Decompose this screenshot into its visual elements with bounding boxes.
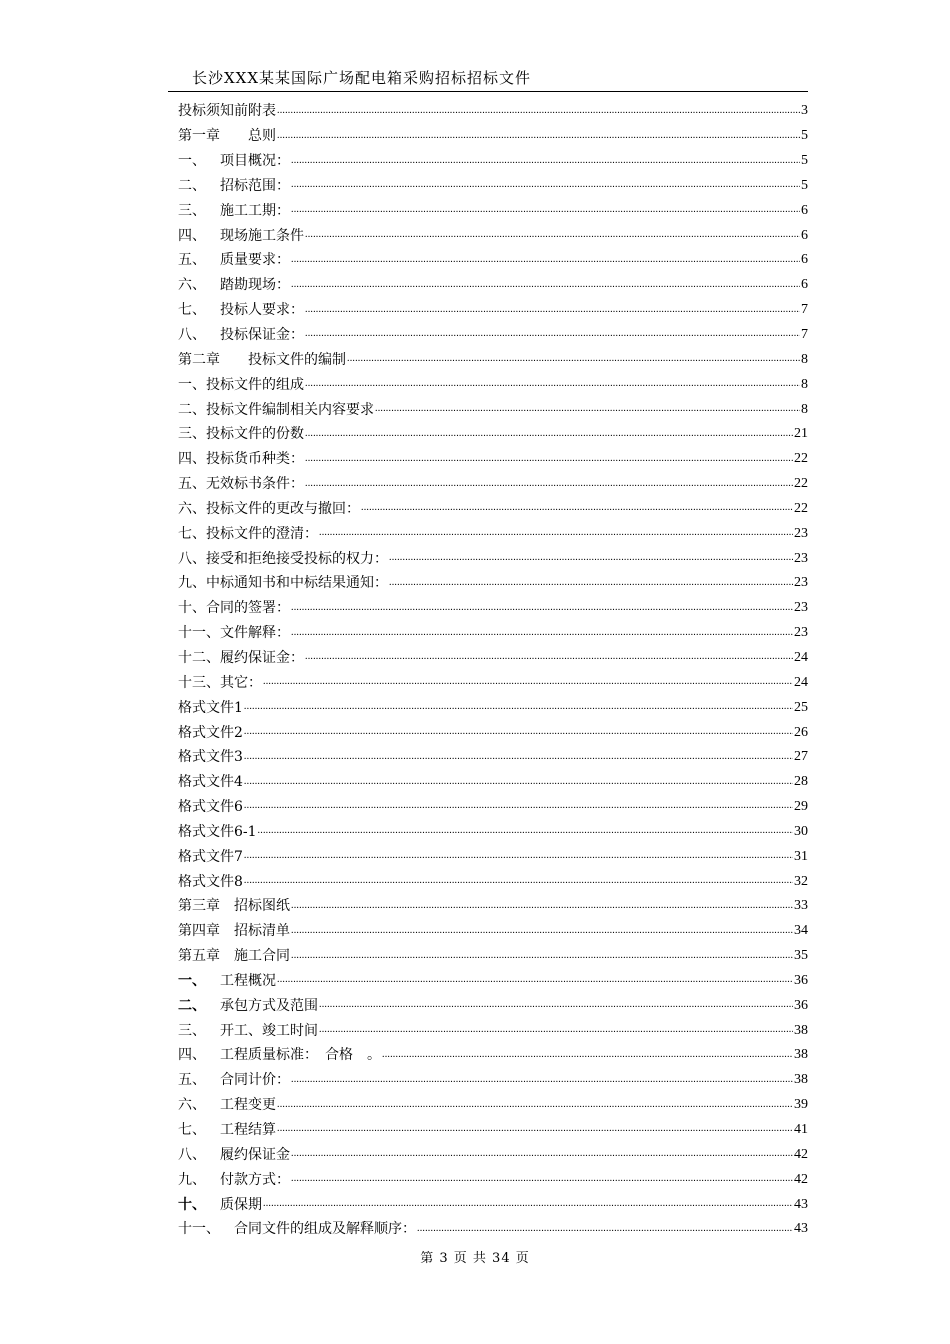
toc-entry-label <box>178 152 290 170</box>
toc-entry-label <box>178 1022 318 1040</box>
toc-entry[interactable] <box>178 944 808 969</box>
toc-entry-spacer <box>220 922 234 940</box>
toc-entry-label <box>178 1220 416 1238</box>
toc-entry[interactable] <box>178 1018 808 1043</box>
toc-entry-spacer <box>206 1146 220 1164</box>
toc-dot-leader <box>389 549 793 567</box>
toc-entry-title: 无效标书条件： <box>206 476 304 493</box>
toc-entry-page-number: 35 <box>794 948 808 964</box>
toc-entry[interactable] <box>178 646 808 671</box>
toc-entry-number: 十二、 <box>178 649 220 666</box>
toc-dot-leader <box>361 499 793 517</box>
toc-entry-spacer <box>220 351 248 369</box>
toc-entry[interactable] <box>178 298 808 323</box>
toc-entry-label <box>178 947 290 965</box>
toc-entry-title: 投标文件的组成 <box>206 376 304 393</box>
toc-dot-leader <box>244 797 793 815</box>
toc-entry[interactable] <box>178 99 808 124</box>
toc-entry-number: 六、 <box>178 1097 206 1114</box>
toc-entry-page-number: 30 <box>794 823 808 839</box>
toc-entry-spacer <box>206 1196 220 1214</box>
toc-dot-leader <box>291 176 800 194</box>
toc-entry-title: 格式文件6 <box>178 799 243 816</box>
toc-entry[interactable] <box>178 795 808 820</box>
toc-entry-title: 投标人要求： <box>220 302 304 319</box>
toc-entry-title: 质保期 <box>220 1196 262 1213</box>
toc-dot-leader <box>277 127 800 145</box>
toc-entry-page-number: 6 <box>801 277 808 293</box>
toc-entry-title: 招标清单 <box>234 923 290 940</box>
toc-entry[interactable] <box>178 124 808 149</box>
toc-entry[interactable] <box>178 521 808 546</box>
toc-entry-page-number: 22 <box>794 500 808 516</box>
toc-entry-label <box>178 351 346 369</box>
toc-dot-leader <box>277 102 800 120</box>
toc-entry[interactable] <box>178 1068 808 1093</box>
toc-dot-leader <box>291 624 793 642</box>
toc-entry-title: 接受和拒绝接受投标的权力： <box>206 550 388 567</box>
toc-entry-label <box>178 997 318 1015</box>
toc-entry-title: 招标范围： <box>220 177 290 194</box>
toc-entry-title: 工程质量标准： 合格 。 <box>220 1047 381 1064</box>
toc-entry-title: 投标文件的更改与撤回： <box>206 500 360 517</box>
toc-entry-page-number: 5 <box>801 177 808 193</box>
toc-entry[interactable] <box>178 969 808 994</box>
toc-entry-label <box>178 450 304 468</box>
toc-entry-number: 三、 <box>178 202 206 219</box>
toc-entry-spacer <box>206 1022 220 1040</box>
toc-entry[interactable] <box>178 993 808 1018</box>
toc-entry-title: 中标通知书和中标结果通知： <box>206 575 388 592</box>
toc-entry-title: 投标保证金： <box>220 327 304 344</box>
toc-entry-page-number: 25 <box>794 699 808 715</box>
toc-dot-leader <box>291 1071 793 1089</box>
toc-entry-title: 施工工期： <box>220 202 290 219</box>
toc-entry-title: 投标货币种类： <box>206 451 304 468</box>
toc-entry-page-number: 6 <box>801 227 808 243</box>
toc-entry-page-number: 22 <box>794 476 808 492</box>
toc-entry-label <box>178 897 290 915</box>
toc-entry-title: 踏勘现场： <box>220 277 290 294</box>
toc-entry[interactable] <box>178 248 808 273</box>
toc-entry-title: 招标图纸 <box>234 898 290 915</box>
toc-entry[interactable] <box>178 745 808 770</box>
toc-dot-leader <box>291 152 800 170</box>
toc-entry-title: 格式文件6-1 <box>178 823 257 840</box>
toc-dot-leader <box>291 1170 793 1188</box>
toc-entry[interactable] <box>178 1192 808 1217</box>
toc-entry-title: 投标文件的澄清： <box>206 525 318 542</box>
toc-entry-title: 合同文件的组成及解释顺序： <box>234 1221 416 1238</box>
toc-entry-label <box>178 251 290 269</box>
toc-entry[interactable] <box>178 223 808 248</box>
toc-dot-leader <box>319 1021 793 1039</box>
toc-entry-label <box>178 1071 290 1089</box>
toc-entry-title: 合同计价： <box>220 1072 290 1089</box>
toc-entry-number: 第四章 <box>178 923 220 940</box>
toc-entry-spacer <box>206 1046 220 1064</box>
toc-entry-label <box>178 798 243 816</box>
toc-entry[interactable] <box>178 447 808 472</box>
toc-entry-number: 十、 <box>178 1196 206 1213</box>
toc-entry-title: 工程概况 <box>220 972 276 989</box>
toc-entry-number: 七、 <box>178 302 206 319</box>
toc-entry-number: 二、 <box>178 401 206 418</box>
toc-entry-spacer <box>206 177 220 195</box>
toc-entry-label <box>178 823 257 841</box>
toc-entry-label <box>178 550 388 568</box>
toc-entry-title: 履约保证金 <box>220 1146 290 1163</box>
toc-entry-title: 质量要求： <box>220 252 290 269</box>
toc-entry-number: 五、 <box>178 252 206 269</box>
toc-entry-label <box>178 1046 381 1064</box>
toc-entry-title: 现场施工条件 <box>220 227 304 244</box>
toc-entry-title: 投标文件的份数 <box>206 426 304 443</box>
toc-entry-spacer <box>220 897 234 915</box>
toc-entry-page-number: 31 <box>794 848 808 864</box>
toc-entry-spacer <box>206 997 220 1015</box>
toc-entry-page-number: 23 <box>794 625 808 641</box>
toc-entry[interactable] <box>178 174 808 199</box>
toc-entry-page-number: 6 <box>801 202 808 218</box>
toc-entry-number: 第一章 <box>178 128 220 145</box>
toc-entry-label <box>178 1196 262 1214</box>
toc-dot-leader <box>305 475 793 493</box>
toc-entry-page-number: 8 <box>801 376 808 392</box>
toc-entry-label <box>178 326 304 344</box>
toc-entry[interactable] <box>178 372 808 397</box>
toc-entry-spacer <box>220 1220 234 1238</box>
toc-dot-leader <box>277 1120 793 1138</box>
toc-entry[interactable] <box>178 596 808 621</box>
toc-entry-page-number: 36 <box>794 997 808 1013</box>
toc-entry-page-number: 24 <box>794 649 808 665</box>
toc-entry-title: 工程结算 <box>220 1122 276 1139</box>
toc-entry-page-number: 5 <box>801 153 808 169</box>
toc-dot-leader <box>244 748 793 766</box>
toc-entry-page-number: 6 <box>801 252 808 268</box>
toc-entry[interactable] <box>178 770 808 795</box>
toc-entry-page-number: 43 <box>794 1221 808 1237</box>
toc-entry[interactable] <box>178 1118 808 1143</box>
toc-entry-spacer <box>206 276 220 294</box>
toc-entry-title: 承包方式及范围 <box>220 997 318 1014</box>
toc-dot-leader <box>291 276 800 294</box>
toc-entry-title: 开工、竣工时间 <box>220 1022 318 1039</box>
toc-entry-title: 格式文件7 <box>178 848 243 865</box>
toc-entry-page-number: 43 <box>794 1196 808 1212</box>
toc-dot-leader <box>382 1046 793 1064</box>
toc-dot-leader <box>417 1220 793 1238</box>
toc-entry-page-number: 5 <box>801 128 808 144</box>
toc-entry-number: 十一、 <box>178 1221 220 1238</box>
toc-entry-number: 十三、 <box>178 674 220 691</box>
toc-entry-label <box>178 102 276 120</box>
toc-entry-title: 文件解释： <box>220 625 290 642</box>
toc-entry-label <box>178 1121 276 1139</box>
toc-entry-number: 二、 <box>178 177 206 194</box>
toc-entry-spacer <box>206 1096 220 1114</box>
toc-entry[interactable] <box>178 273 808 298</box>
toc-entry-label <box>178 873 243 891</box>
toc-entry[interactable] <box>178 198 808 223</box>
toc-entry-page-number: 23 <box>794 525 808 541</box>
toc-entry-title: 格式文件2 <box>178 724 243 741</box>
toc-entry-spacer <box>206 251 220 269</box>
toc-entry[interactable] <box>178 819 808 844</box>
toc-entry[interactable] <box>178 919 808 944</box>
toc-dot-leader <box>389 574 793 592</box>
toc-dot-leader <box>305 226 800 244</box>
toc-entry-label <box>178 401 374 419</box>
toc-entry[interactable] <box>178 323 808 348</box>
toc-entry[interactable] <box>178 695 808 720</box>
toc-entry-number: 十一、 <box>178 625 220 642</box>
toc-dot-leader <box>258 822 793 840</box>
toc-dot-leader <box>305 425 793 443</box>
toc-entry-page-number: 7 <box>801 302 808 318</box>
toc-entry-label <box>178 475 304 493</box>
toc-entry-label <box>178 425 304 443</box>
toc-entry-label <box>178 1171 290 1189</box>
toc-entry-number: 第三章 <box>178 898 220 915</box>
toc-entry-page-number: 38 <box>794 1022 808 1038</box>
toc-dot-leader <box>291 201 800 219</box>
toc-entry-number: 七、 <box>178 525 206 542</box>
toc-dot-leader <box>305 325 800 343</box>
page-footer <box>0 1247 950 1266</box>
toc-entry-page-number: 3 <box>801 103 808 119</box>
toc-dot-leader <box>305 450 793 468</box>
toc-entry-number: 八、 <box>178 327 206 344</box>
toc-entry-number: 第五章 <box>178 948 220 965</box>
toc-entry-number: 二、 <box>178 997 206 1014</box>
toc-entry-number: 五、 <box>178 1072 206 1089</box>
toc-dot-leader <box>375 400 800 418</box>
toc-entry[interactable] <box>178 1043 808 1068</box>
toc-entry-title: 投标须知前附表 <box>178 103 276 120</box>
toc-entry-page-number: 42 <box>794 1146 808 1162</box>
toc-entry-title: 合同的签署： <box>206 600 290 617</box>
toc-entry-title: 付款方式： <box>220 1171 290 1188</box>
toc-entry-label <box>178 127 276 145</box>
toc-dot-leader <box>244 723 793 741</box>
toc-dot-leader <box>277 971 793 989</box>
toc-dot-leader <box>305 648 793 666</box>
toc-entry-label <box>178 276 290 294</box>
toc-entry-number: 十、 <box>178 600 206 617</box>
toc-entry-title: 总则 <box>248 128 276 145</box>
toc-entry-page-number: 41 <box>794 1122 808 1138</box>
toc-entry-page-number: 7 <box>801 327 808 343</box>
toc-entry-label <box>178 649 304 667</box>
toc-entry[interactable] <box>178 149 808 174</box>
toc-entry-page-number: 29 <box>794 799 808 815</box>
toc-dot-leader <box>291 599 793 617</box>
toc-entry[interactable] <box>178 422 808 447</box>
toc-entry-title: 工程变更 <box>220 1097 276 1114</box>
toc-entry[interactable] <box>178 670 808 695</box>
page-number-label: 第 3 页 共 34 页 <box>420 1251 530 1266</box>
toc-dot-leader <box>347 350 800 368</box>
toc-dot-leader <box>244 872 793 890</box>
toc-entry-title: 履约保证金： <box>220 649 304 666</box>
toc-entry-spacer <box>206 227 220 245</box>
toc-entry-page-number: 23 <box>794 550 808 566</box>
toc-entry-title: 投标文件编制相关内容要求 <box>206 401 374 418</box>
toc-entry-page-number: 39 <box>794 1097 808 1113</box>
page-header <box>168 68 808 88</box>
toc-entry-page-number: 34 <box>794 923 808 939</box>
toc-dot-leader <box>305 375 800 393</box>
toc-dot-leader <box>319 996 793 1014</box>
toc-entry-label <box>178 500 360 518</box>
toc-entry-number: 五、 <box>178 476 206 493</box>
toc-entry-label <box>178 599 290 617</box>
toc-dot-leader <box>263 673 793 691</box>
toc-entry-spacer <box>206 1171 220 1189</box>
toc-entry-spacer <box>206 301 220 319</box>
toc-entry-number: 四、 <box>178 227 206 244</box>
toc-entry-title: 项目概况： <box>220 153 290 170</box>
toc-entry-spacer <box>206 1121 220 1139</box>
toc-entry-label <box>178 674 262 692</box>
toc-entry-label <box>178 699 243 717</box>
toc-entry-number: 第二章 <box>178 351 220 368</box>
toc-entry-title: 投标文件的编制 <box>248 351 346 368</box>
toc-entry-label <box>178 177 290 195</box>
toc-entry-title: 施工合同 <box>234 948 290 965</box>
toc-entry-label <box>178 1096 276 1114</box>
toc-entry[interactable] <box>178 621 808 646</box>
toc-entry-page-number: 27 <box>794 749 808 765</box>
toc-entry-spacer <box>206 326 220 344</box>
toc-entry[interactable] <box>178 720 808 745</box>
toc-dot-leader <box>244 847 793 865</box>
toc-dot-leader <box>291 897 793 915</box>
toc-entry-label <box>178 301 304 319</box>
toc-entry-number: 一、 <box>178 376 206 393</box>
toc-entry-number: 一、 <box>178 972 206 989</box>
toc-entry-page-number: 21 <box>794 426 808 442</box>
toc-entry-label <box>178 773 243 791</box>
toc-dot-leader <box>319 524 793 542</box>
toc-entry-page-number: 33 <box>794 898 808 914</box>
toc-entry-number: 一、 <box>178 153 206 170</box>
toc-entry-spacer <box>220 127 248 145</box>
toc-entry-number: 三、 <box>178 426 206 443</box>
toc-entry-label <box>178 848 243 866</box>
toc-entry-label <box>178 202 290 220</box>
toc-entry-label <box>178 724 243 742</box>
toc-entry-label <box>178 972 276 990</box>
toc-entry-page-number: 24 <box>794 674 808 690</box>
toc-entry-spacer <box>206 972 220 990</box>
toc-entry[interactable] <box>178 1217 808 1242</box>
toc-dot-leader <box>291 947 793 965</box>
toc-entry-page-number: 38 <box>794 1072 808 1088</box>
toc-entry[interactable] <box>178 894 808 919</box>
toc-entry-label <box>178 922 290 940</box>
table-of-contents <box>178 99 808 1242</box>
toc-entry-page-number: 23 <box>794 600 808 616</box>
toc-entry[interactable] <box>178 844 808 869</box>
toc-entry[interactable] <box>178 546 808 571</box>
toc-entry-title: 格式文件3 <box>178 749 243 766</box>
toc-entry[interactable] <box>178 472 808 497</box>
toc-entry-title: 格式文件4 <box>178 774 243 791</box>
toc-entry-number: 九、 <box>178 575 206 592</box>
header-title: 长沙XXX某某国际广场配电箱采购招标招标文件 <box>192 69 532 87</box>
toc-entry-page-number: 26 <box>794 724 808 740</box>
toc-entry-spacer <box>206 152 220 170</box>
toc-entry-number: 七、 <box>178 1122 206 1139</box>
toc-entry-label <box>178 624 290 642</box>
toc-entry-spacer <box>206 1071 220 1089</box>
toc-dot-leader <box>277 1096 793 1114</box>
toc-entry-label <box>178 574 388 592</box>
toc-entry-page-number: 8 <box>801 401 808 417</box>
toc-entry[interactable] <box>178 1167 808 1192</box>
toc-entry-number: 六、 <box>178 500 206 517</box>
toc-entry[interactable] <box>178 1093 808 1118</box>
toc-dot-leader <box>244 698 793 716</box>
toc-dot-leader <box>291 251 800 269</box>
toc-entry-number: 九、 <box>178 1171 206 1188</box>
toc-entry-page-number: 8 <box>801 351 808 367</box>
toc-entry-label <box>178 376 304 394</box>
toc-entry[interactable] <box>178 571 808 596</box>
toc-entry-title: 格式文件1 <box>178 699 243 716</box>
toc-entry-number: 四、 <box>178 1047 206 1064</box>
toc-entry-label <box>178 525 318 543</box>
toc-entry-page-number: 38 <box>794 1047 808 1063</box>
toc-entry-spacer <box>206 202 220 220</box>
toc-entry-number: 三、 <box>178 1022 206 1039</box>
toc-entry-label <box>178 1146 290 1164</box>
toc-entry[interactable] <box>178 397 808 422</box>
toc-dot-leader <box>291 1145 793 1163</box>
toc-entry-page-number: 32 <box>794 873 808 889</box>
toc-entry[interactable] <box>178 497 808 522</box>
toc-dot-leader <box>263 1195 793 1213</box>
toc-dot-leader <box>244 773 793 791</box>
toc-entry-title: 其它： <box>220 674 262 691</box>
toc-entry-page-number: 22 <box>794 451 808 467</box>
toc-entry-number: 四、 <box>178 451 206 468</box>
toc-entry-number: 八、 <box>178 1146 206 1163</box>
toc-entry[interactable] <box>178 1142 808 1167</box>
toc-entry-label <box>178 748 243 766</box>
toc-entry-page-number: 42 <box>794 1171 808 1187</box>
toc-entry-page-number: 36 <box>794 972 808 988</box>
toc-entry-title: 格式文件8 <box>178 873 243 890</box>
toc-entry[interactable] <box>178 347 808 372</box>
toc-entry-number: 六、 <box>178 277 206 294</box>
toc-entry-page-number: 28 <box>794 774 808 790</box>
toc-entry-spacer <box>220 947 234 965</box>
header-rule <box>168 91 808 92</box>
toc-entry-label <box>178 227 304 245</box>
toc-entry[interactable] <box>178 869 808 894</box>
toc-dot-leader <box>305 301 800 319</box>
toc-entry-number: 八、 <box>178 550 206 567</box>
toc-entry-page-number: 23 <box>794 575 808 591</box>
toc-dot-leader <box>291 922 793 940</box>
